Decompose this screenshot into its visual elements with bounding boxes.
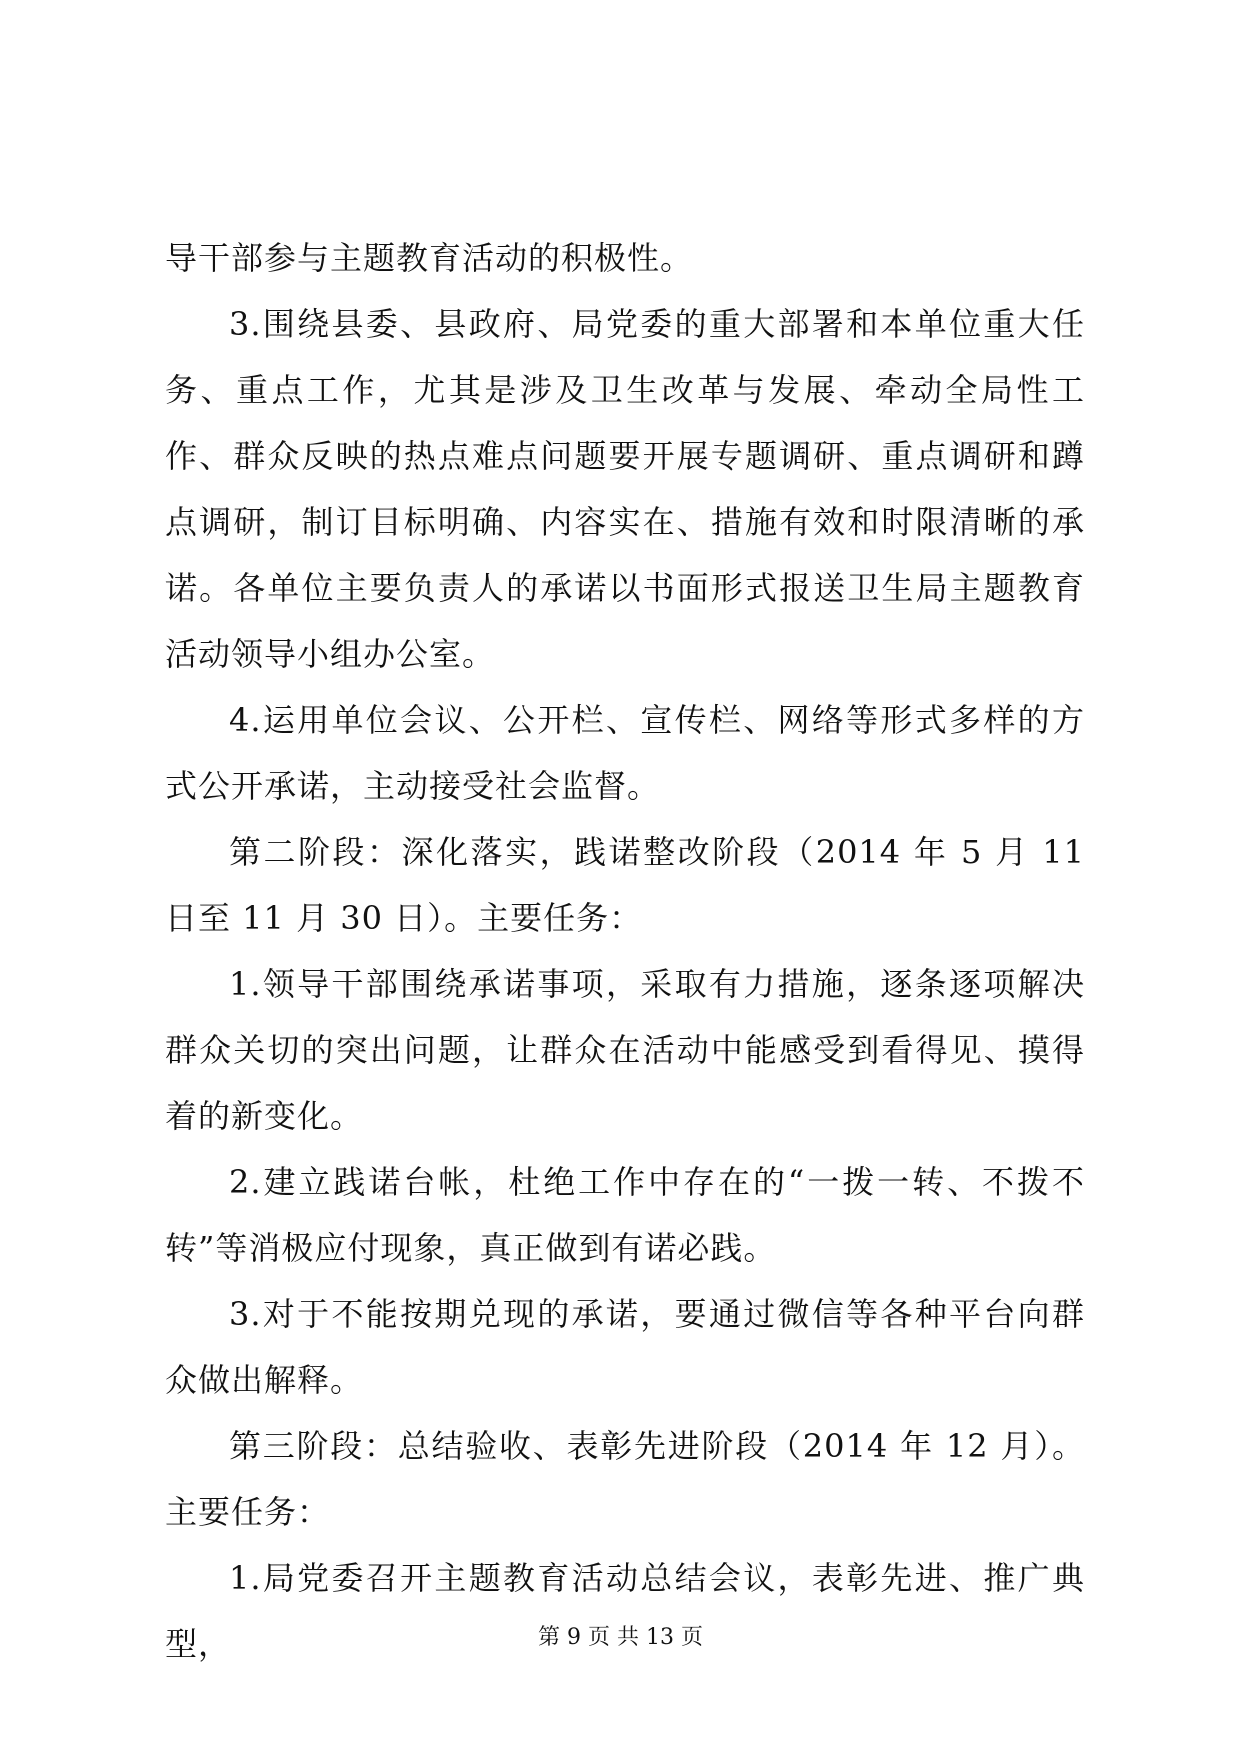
paragraph-continuation: 导干部参与主题教育活动的积极性。	[165, 239, 694, 277]
paragraph-stage-three-item-1: 1.局党委召开主题教育活动总结会议，表彰先进、推广典型，	[165, 1559, 1085, 1663]
page-number-label: 第 9 页 共 13 页	[538, 1625, 703, 1650]
paragraph-stage-three-heading: 第三阶段：总结验收、表彰先进阶段（2014 年 12 月）。主要任务：	[165, 1427, 1085, 1531]
paragraph-stage-two-heading: 第二阶段：深化落实，践诺整改阶段（2014 年 5 月 11 日至 11 月 30 日）。主要任务：	[165, 833, 1085, 937]
paragraph-stage-two-item-1: 1.领导干部围绕承诺事项，采取有力措施，逐条逐项解决群众关切的突出问题，让群众在活动中能感受到看得见、摸得着的新变化。	[165, 965, 1085, 1135]
page-footer	[0, 1620, 1241, 1651]
paragraph-item-3-research: 3.围绕县委、县政府、局党委的重大部署和本单位重大任务、重点工作，尤其是涉及卫生改革与发展、牵动全局性工作、群众反映的热点难点问题要开展专题调研、重点调研和蹲点调研，制订目标明确、内容实在、措施有效和时限清晰的承诺。各单位主要负责人的承诺以书面形式报送卫生局主题教育活动领导小组办公室。	[165, 305, 1085, 673]
body-text	[165, 225, 1085, 1677]
paragraph-stage-two-item-3: 3.对于不能按期兑现的承诺，要通过微信等各种平台向群众做出解释。	[165, 1295, 1085, 1399]
paragraph-stage-two-item-2: 2.建立践诺台帐，杜绝工作中存在的“一拨一转、不拨不转”等消极应付现象，真正做到有诺必践。	[165, 1163, 1085, 1267]
paragraph-item-4-public-commitment: 4.运用单位会议、公开栏、宣传栏、网络等形式多样的方式公开承诺，主动接受社会监督。	[165, 701, 1085, 805]
